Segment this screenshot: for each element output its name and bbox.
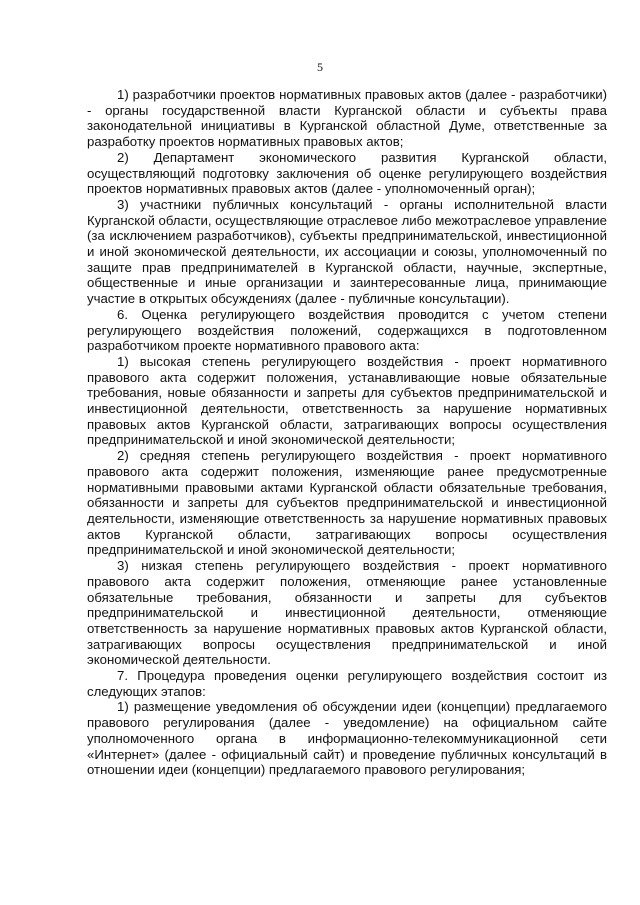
paragraph-medium-degree: 2) средняя степень регулирующего воздействия - проект нормативного правового акта содержит положения, изменяющие ранее предусмотренные нормативными правовыми актами Курганской области обязательные требования, обязанности и запреты для субъектов предпринимательской и инвестиционной деятельности, изменяющие ответственность за нарушение нормативных правовых актов Курганской области, затрагивающих вопросы осуществления предпринимательской и иной экономической деятельности; — [87, 448, 607, 558]
page-number: 5 — [317, 60, 323, 74]
paragraph-section-6: 6. Оценка регулирующего воздействия проводится с учетом степени регулирующего воздействия положений, содержащихся в подготовленном разработчиком проекте нормативного правового акта: — [87, 306, 607, 354]
paragraph-developers: 1) разработчики проектов нормативных правовых актов (далее - разработчики) - органы государственной власти Курганской области и субъекты права законодательной инициативы в Курганской областной Думе, ответственные за разработку проектов нормативных правовых актов; — [87, 87, 607, 150]
paragraph-consultation-participants: 3) участники публичных консультаций - органы исполнительной власти Курганской области, осуществляющие отраслевое либо межотраслевое управление (за исключением разработчиков), субъекты предпринимательской, инвестиционной и иной экономической деятельности, их ассоциации и союзы, уполномоченный по защите прав предпринимателей в Курганской области, научные, экспертные, общественные и иные организации и заинтересованные лица, принимающие участие в открытых обсуждениях (далее - публичные консультации). — [87, 196, 607, 307]
paragraph-notification: 1) размещение уведомления об обсуждении идеи (концепции) предлагаемого правового регулирования (далее - уведомление) на официальном сайте уполномоченного органа в информационно-телекоммуникационной сети «Интернет» (далее - официальный сайт) и проведение публичных консультаций в отношении идеи (концепции) предлагаемого правового регулирования; — [87, 699, 607, 778]
paragraph-section-7: 7. Процедура проведения оценки регулирующего воздействия состоит из следующих этапов: — [87, 668, 607, 699]
paragraph-department: 2) Департамент экономического развития Курганской области, осуществляющий подготовку заключения об оценке регулирующего воздействия проектов нормативных правовых актов (далее - уполномоченный орган); — [87, 149, 607, 197]
paragraph-low-degree: 3) низкая степень регулирующего воздействия - проект нормативного правового акта содержит положения, отменяющие ранее установленные обязательные требования, обязанности и запреты для субъектов предпринимательской и инвестиционной деятельности, отменяющие ответственность за нарушение нормативных правовых актов Курганской области, затрагивающих вопросы осуществления предпринимательской и иной экономической деятельности. — [87, 558, 607, 668]
document-body — [87, 87, 607, 778]
paragraph-high-degree: 1) высокая степень регулирующего воздействия - проект нормативного правового акта содержит положения, устанавливающие новые обязательные требования, новые обязанности и запреты для субъектов предпринимательской и инвестиционной деятельности, ответственность за нарушение нормативных правовых актов Курганской области, затрагивающих вопросы осуществления предпринимательской и иной экономической деятельности; — [87, 353, 607, 448]
